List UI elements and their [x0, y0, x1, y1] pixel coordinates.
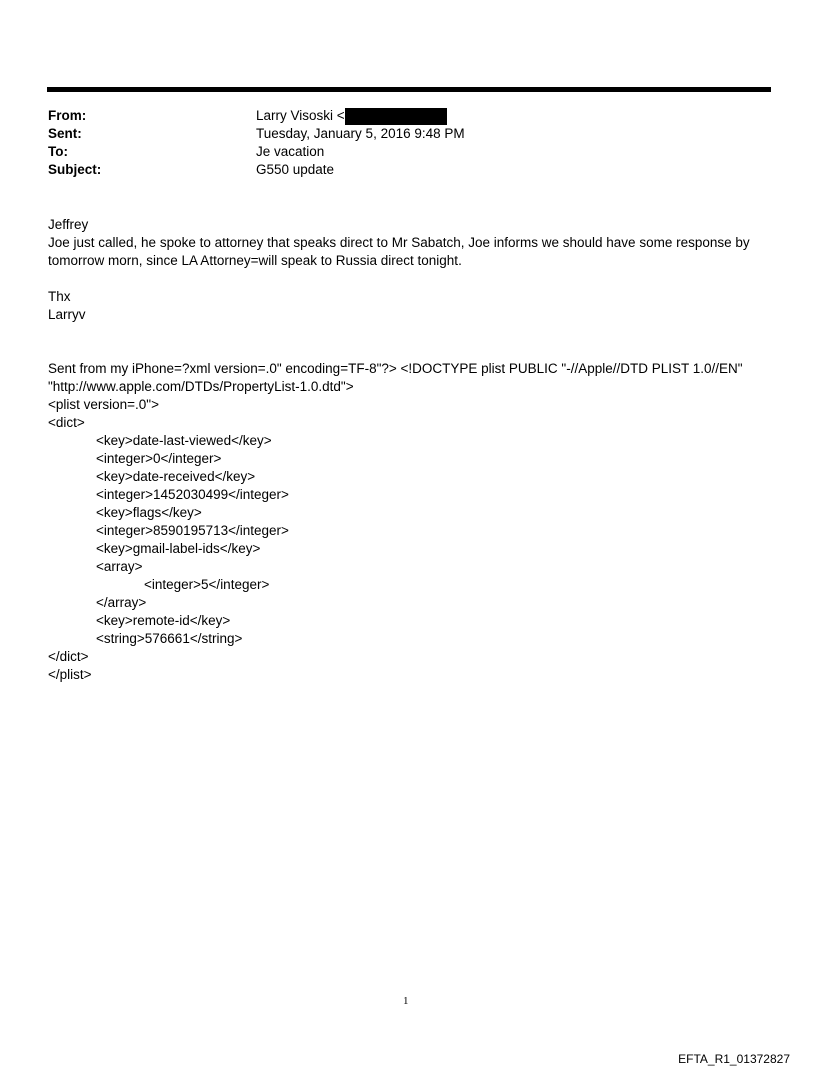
document-id: EFTA_R1_01372827	[678, 1052, 790, 1066]
xml-line: <key>gmail-label-ids</key>	[96, 541, 261, 556]
to-value: Je vacation	[256, 144, 325, 159]
redaction-block	[345, 108, 447, 125]
xml-line: <key>date-received</key>	[96, 469, 256, 484]
xml-line: <array>	[96, 559, 143, 574]
spacer	[48, 270, 768, 288]
sent-label: Sent:	[48, 126, 82, 141]
xml-line: <key>date-last-viewed</key>	[96, 433, 272, 448]
xml-line: <integer>1452030499</integer>	[96, 487, 289, 502]
xml-line: <integer>5</integer>	[144, 577, 270, 592]
page-number: 1	[403, 995, 409, 1007]
from-value: Larry Visoski <	[256, 108, 345, 123]
xml-line: <integer>0</integer>	[96, 451, 222, 466]
email-body	[48, 216, 768, 684]
subject-value: G550 update	[256, 162, 335, 177]
message-line-1: Joe just called, he spoke to attorney that speaks direct to Mr Sabatch, Joe informs we should have some response by	[48, 235, 750, 250]
to-label: To:	[48, 144, 68, 159]
from-value-wrap	[256, 107, 447, 125]
from-row	[48, 107, 748, 125]
xml-line: </plist>	[48, 667, 92, 682]
signature: Larryv	[48, 307, 86, 322]
xml-line: </array>	[96, 595, 147, 610]
subject-label: Subject:	[48, 162, 102, 177]
message-line-2: tomorrow morn, since LA Attorney=will speak to Russia direct tonight.	[48, 253, 462, 268]
subject-row	[48, 161, 748, 179]
sent-value: Tuesday, January 5, 2016 9:48 PM	[256, 126, 465, 141]
from-label: From:	[48, 108, 87, 123]
xml-line: <key>remote-id</key>	[96, 613, 231, 628]
sent-row	[48, 125, 748, 143]
email-header	[48, 107, 748, 179]
xml-line: Sent from my iPhone=?xml version=.0" encoding=TF-8"?> <!DOCTYPE plist PUBLIC "-//Apple//DTD PLIST 1.0//EN"	[48, 361, 743, 376]
spacer	[48, 324, 768, 360]
xml-line: <integer>8590195713</integer>	[96, 523, 289, 538]
xml-line: "http://www.apple.com/DTDs/PropertyList-1.0.dtd">	[48, 379, 354, 394]
xml-line: <string>576661</string>	[96, 631, 243, 646]
greeting: Jeffrey	[48, 217, 89, 232]
xml-line: </dict>	[48, 649, 89, 664]
xml-line: <key>flags</key>	[96, 505, 202, 520]
top-rule	[47, 87, 771, 92]
xml-line: <plist version=.0">	[48, 397, 159, 412]
signoff: Thx	[48, 289, 71, 304]
xml-line: <dict>	[48, 415, 85, 430]
to-row	[48, 143, 748, 161]
